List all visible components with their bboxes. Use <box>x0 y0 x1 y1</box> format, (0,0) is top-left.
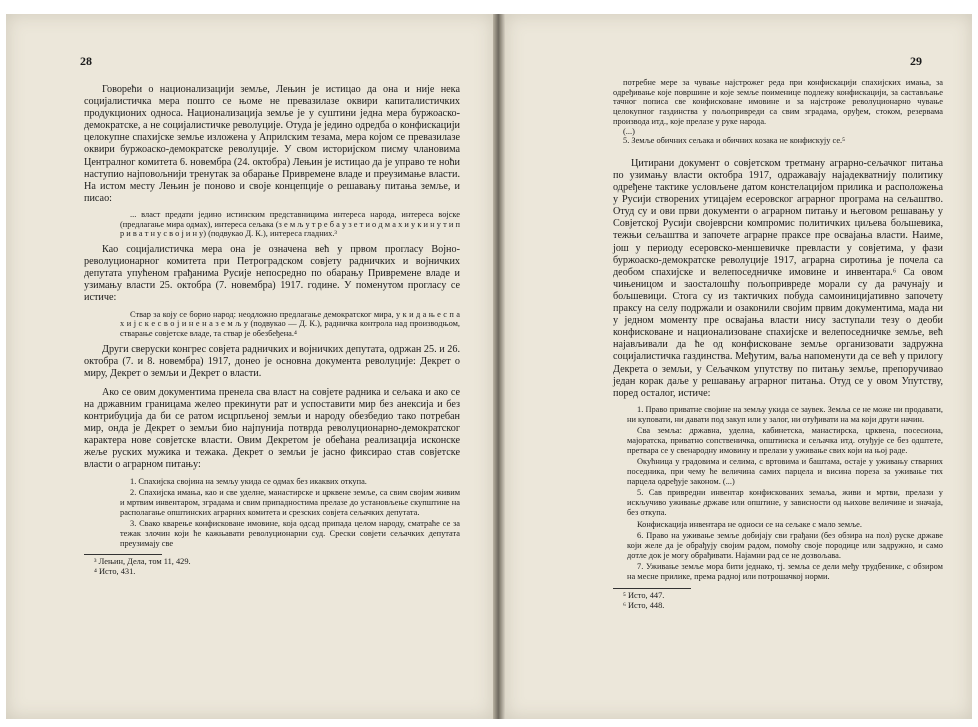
left-quote-1 <box>84 210 460 239</box>
instruction-item-4: 5. Сав привредни инвентар конфискованих земаља, живи и мртви, прелази у искључиво уживање државе или општине, у зависности од њихове величине и значаја, без откупа. <box>627 488 943 517</box>
decree-item-2: 2. Спахијска имања, као и све уделне, манастирске и црквене земље, са свим својим живим и мртвим инвентаром, зградама и свим припадностима прелазе до установљење скупштине на располагање општинских аграрних комитета и срезских совјета сељачких депутата. <box>120 488 460 517</box>
footnote-divider-right <box>613 588 691 589</box>
book-gutter <box>493 14 505 719</box>
left-text-column <box>84 84 460 577</box>
left-paragraph-4: Ако се овим документима пренела сва власт на совјете радника и сељака и ако се на државним границама желео прекинути рат и успоставити мир без анексија и без контрибуција да би се ратом исцрпљеној земљи и народу обезбедио тако потребан мир, онда је Декрет о земљи био најпунија потврда револуционарно-демократског карактера нове совјетске власти. Овим Декретом је обећана реализација исконске жеље руских мужика и тежака. Декрет о земљи је јасно фиксирао став совјетске власти о аграрном питању: <box>84 386 460 471</box>
instruction-item-6: 6. Право на уживање земље добијају сви грађани (без обзира на пол) руске државе који желе да је обрађују својим радом, помоћу своје породице или задружно, и само дотле док је могу обрађивати. Најамни рад се не дозвољава. <box>627 531 943 560</box>
continued-quote-text: потребне мере за чување најстрожег реда при конфискацији спахијских имања, за одређивање које површине и које земље поименице подлежу конфискацији, за састављање тачног пописа све конфисковане имовине и за најстроже револуционарно чување целокупног газдинства у пољопривреди са свим зградама, оруђем, стоком, резервама производа итд., које прелазе у руке народа. <box>613 78 943 126</box>
page-number-left: 28 <box>80 54 92 68</box>
left-quote-2 <box>84 310 460 339</box>
right-text-column <box>613 78 943 610</box>
decree-item-5: 5. Земље обичних сељака и обичних козака не конфискују се.⁵ <box>623 136 846 146</box>
left-paragraph-3: Други сверуски конгрес совјета радничких и војничких депутата, одржан 25. и 26. октобра (7. и 8. новембра) 1917, донео је основна документа револуције: Декрет о миру, Декрет о земљи и Декрет о власти. <box>84 343 460 379</box>
left-page <box>6 14 493 719</box>
decree-item-1: 1. Спахијска својина на земљу укида се одмах без икаквих откупа. <box>130 476 367 486</box>
footnote-divider-left <box>84 554 162 555</box>
top-edge <box>0 0 978 14</box>
footnote-6: ⁶ Исто, 448. <box>623 600 665 610</box>
quote-2-text: Ствар за коју се борио народ: неодложно предлагање демократског мира, у к и д а њ е с п а х и ј с к е с в о ј и н е н а з е м љ у (подвукао — Д. К.), радничка контрола над производњом, стварање совјетске владе, та ствар је обезбеђена.⁴ <box>120 309 460 338</box>
instruction-quote <box>613 405 943 582</box>
right-page <box>505 14 972 719</box>
instruction-item-5: Конфискација инвентара не односи се на сељаке с мало земље. <box>637 519 862 529</box>
quote-1-text: ... власт предати једино истинским представницима интереса народа, интереса војске (предлагање мира одмах), интереса сељака (з е м љ у т р е б а у з е т и о д м а х и у к и н у т и п р и в а т н у с в о ј и н у) (подвукао Д. К.), интереса гладних.³ <box>120 209 460 239</box>
footnote-3: ³ Лењин, Дела, том 11, 429. <box>94 557 191 567</box>
left-paragraph-2: Као социјалистичка мера она је означена већ у првом прогласу Војно-револуционарног комитета при Петроградском совјету радничких и војничких депутата упућеном грађанима Русије непосредно по обарању Привремене владе и узимању власти 25. октобра (7. новембра) 1917. године. У поменутом прогласу се истиче: <box>84 244 460 304</box>
footnote-5: ⁵ Исто, 447. <box>623 590 665 600</box>
instruction-item-7: 7. Уживање земље мора бити једнако, тј. земља се дели међу трудбенике, с обзиром на месне прилике, према радној или потрошачкој норми. <box>627 562 943 582</box>
instruction-item-3: Окућница у градовима и селима, с вртовима и баштама, остаје у уживању стварних поседника, при чему ће величина самих парцела и висина пореза за уживање тих парцела одређује законом. (...) <box>627 457 943 486</box>
continued-quote <box>613 78 943 146</box>
instruction-item-2: Сва земља: државна, уделна, кабинетска, манастирска, црквена, посесиона, мајоратска, приватно сопственичка, општинска и сељачка итд. отуђује се без одштете, претвара се у свенародну имовину и прелази у уживање свих који на њој раде. <box>627 426 943 455</box>
decree-item-3: 3. Свако кварење конфисковане имовине, која одсад припада целом народу, сматраће се за тежак злочин који ће кажњавати револуционарни суд. Срески совјети сељачких депутата преузимају све <box>120 519 460 548</box>
instruction-item-1: 1. Право приватне својине на земљу укида се заувек. Земља се не може ни продавати, ни куповати, ни давати под закуп или у залог, ни отуђивати на ма који други начин. <box>627 404 943 424</box>
footnote-4: ⁴ Исто, 431. <box>94 567 136 577</box>
decree-list <box>84 477 460 549</box>
page-number-right: 29 <box>910 54 922 68</box>
right-paragraph-1: Цитирани документ о совјетском третману аграрно-сељачког питања по узимању власти октобра 1917, одражавају најадекватнију политику одређене тактике условљене датом констелацијом прилика и расположења у Русији створених утицајем есеровског аграрног програма на сељаштво. Отуд су и ови први документи о аграрном питању и његовом решавању у Совјетској Русији својеврсни компромис политичких циљева бољшевика, тежњи сељаштва и започете аграрне праксе пре освајања власти. Наиме, још у периоду есеровско-меншевичке превласти у совјетима, у фази буржоаско-демократске револуције 1917, аграрна сиротиња је почела са деобом спахијске и велепоседничке имовине и инвентара.⁶ Са овом чињеницом и заосталошћу пољопривреде морали су да рачунају и бољшевици. Стога су из тактичких побуда самоиницијативно започету праксу на селу подржали и озаконили својим првим документима, мада ни у једном моменту пре освајања власти нису заступали тезу о деоби конфисковане и национализоване спахијске и велепоседничке земље, већ најављивали да ће од конфисковане земље организовати задружна социјалистичка газдинства. Међутим, ваља напоменути да се већ у прилогу Декрета о земљи, у Сељачком упутству по питању земље, препоручивао један корак даље у решавању аграрног питања. Отуд се у овом Упутству, поред осталог, истиче: <box>613 157 943 399</box>
quote-ellipsis: (...) <box>623 126 635 136</box>
left-paragraph-1: Говорећи о национализацији земље, Лењин је истицао да она и није нека социјалистичка мера пошто се њоме не превазилазе оквири капиталистичких продукционих односа. Национализација земље је у суштини једна мера буржоаско-демократске, а не социјалистичке револуције. Отуда је једино одредба о конфискацији целокупне спахијске земље изложена у Априлским тезама, мера којом се превазилазе оквири буржоаско-демократске револуције. У свом историјском писму члановима Централног комитета 6. новембра (24. октобра) Лењин је истицао да је управо те ноћи наступио најповољнији тренутак за обарање Привремене владе и преузимање власти. На истом месту Лењин је поново и своје концепције о решавању питања земље, и писао: <box>84 84 460 204</box>
